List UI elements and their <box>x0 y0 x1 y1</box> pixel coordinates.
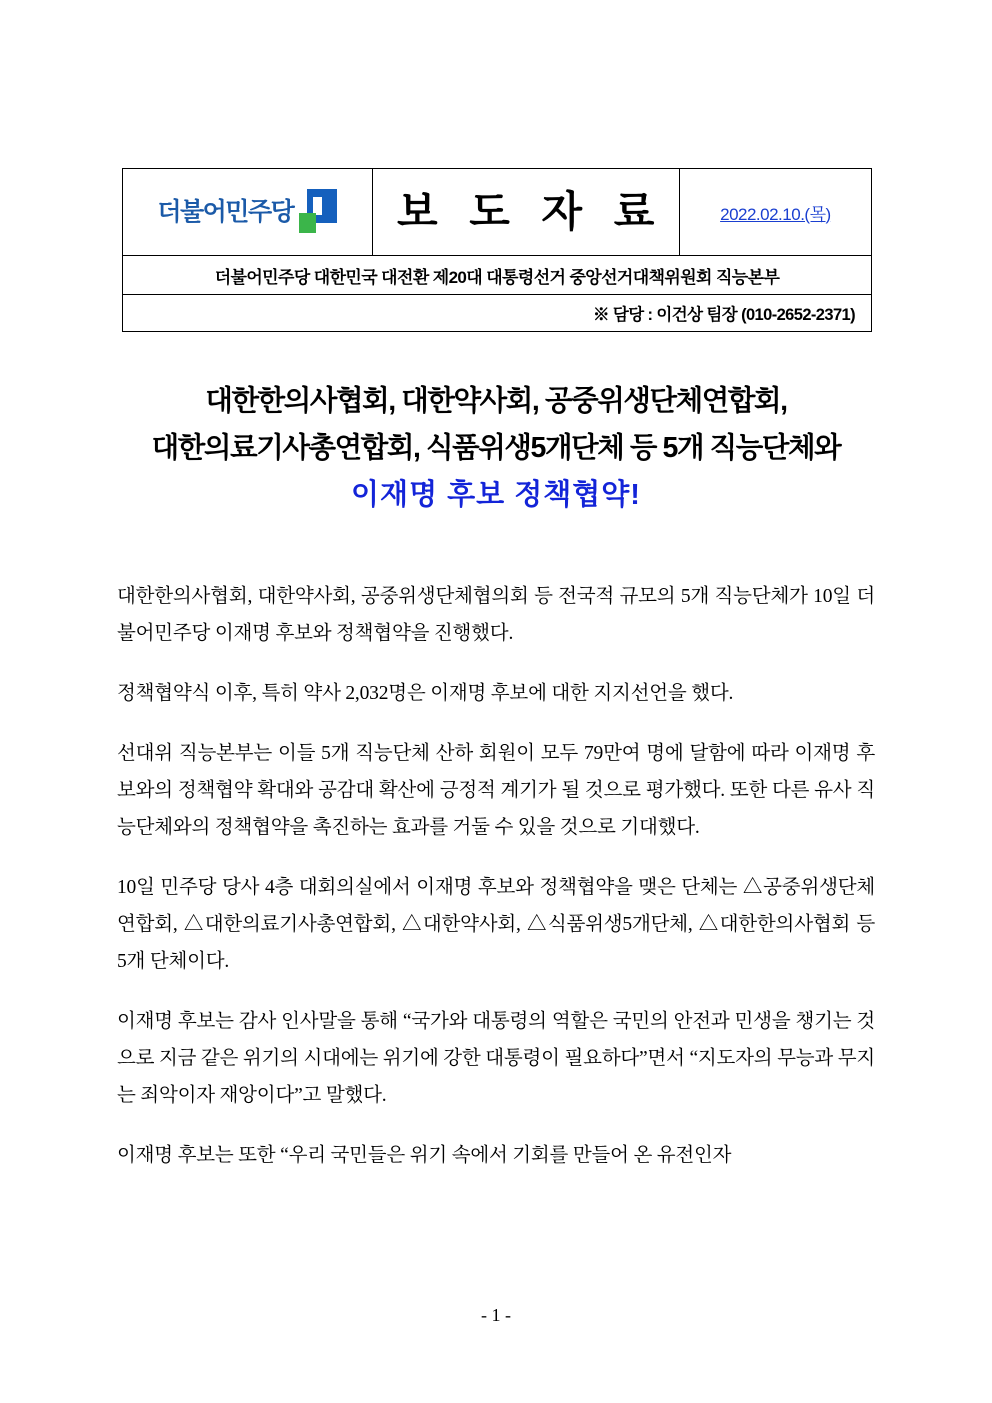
document-date: 2022.02.10.(목) <box>720 204 831 224</box>
body-text <box>117 578 875 1197</box>
body-paragraph: 이재명 후보는 또한 “우리 국민들은 위기 속에서 기회를 만들어 온 유전인자 <box>117 1145 732 1166</box>
page-title: 보 도 자 료 <box>397 188 665 235</box>
party-logo-cell <box>123 169 373 256</box>
body-paragraph: 대한한의사협회, 대한약사회, 공중위생단체협의회 등 전국적 규모의 5개 직능단체가 10일 더불어민주당 이재명 후보와 정책협약을 진행했다. <box>117 586 875 644</box>
body-paragraph: 이재명 후보는 감사 인사말을 통해 “국가와 대통령의 역할은 국민의 안전과 민생을 챙기는 것으로 지금 같은 위기의 시대에는 위기에 강한 대통령이 필요하다”면서 “지도자의 무능과 무지는 죄악이자 재앙이다”고 말했다. <box>117 1011 876 1106</box>
headline-line-2: 대한의료기사총연합회, 식품위생5개단체 등 5개 직능단체와 <box>151 432 841 464</box>
contact-line: ※ 담당 : 이건상 팀장 (010-2652-2371) <box>123 295 872 332</box>
headline-line-3: 이재명 후보 정책협약! <box>351 479 641 511</box>
press-release-header-table <box>122 168 872 332</box>
party-logo-mark-icon <box>299 189 337 235</box>
document-date-cell <box>679 169 871 256</box>
organization-line: 더불어민주당 대한민국 대전환 제20대 대통령선거 중앙선거대책위원회 직능본부 <box>123 256 872 295</box>
party-logo-label: 더불어민주당 <box>157 197 294 226</box>
body-paragraph: 정책협약식 이후, 특히 약사 2,032명은 이재명 후보에 대한 지지선언을 했다. <box>117 683 734 704</box>
body-paragraph: 선대위 직능본부는 이들 5개 직능단체 산하 회원이 모두 79만여 명에 달함에 따라 이재명 후보와의 정책협약 확대와 공감대 확산에 긍정적 계기가 될 것으로 평가했다. 또한 다른 유사 직능단체와의 정책협약을 촉진하는 효과를 거둘 수 있을 것으로 기대했다. <box>117 743 875 838</box>
headline-line-1: 대한한의사협회, 대한약사회, 공중위생단체연합회, <box>205 385 787 417</box>
body-paragraph: 10일 민주당 당사 4층 대회의실에서 이재명 후보와 정책협약을 맺은 단체는 △공중위생단체연합회, △대한의료기사총연합회, △대한약사회, △식품위생5개단체, △대한한의사협회 등 5개 단체이다. <box>117 877 875 972</box>
document-title-cell <box>372 169 679 256</box>
page-number: - 1 - <box>481 1305 511 1325</box>
party-logo <box>123 189 372 235</box>
headline <box>60 378 932 519</box>
